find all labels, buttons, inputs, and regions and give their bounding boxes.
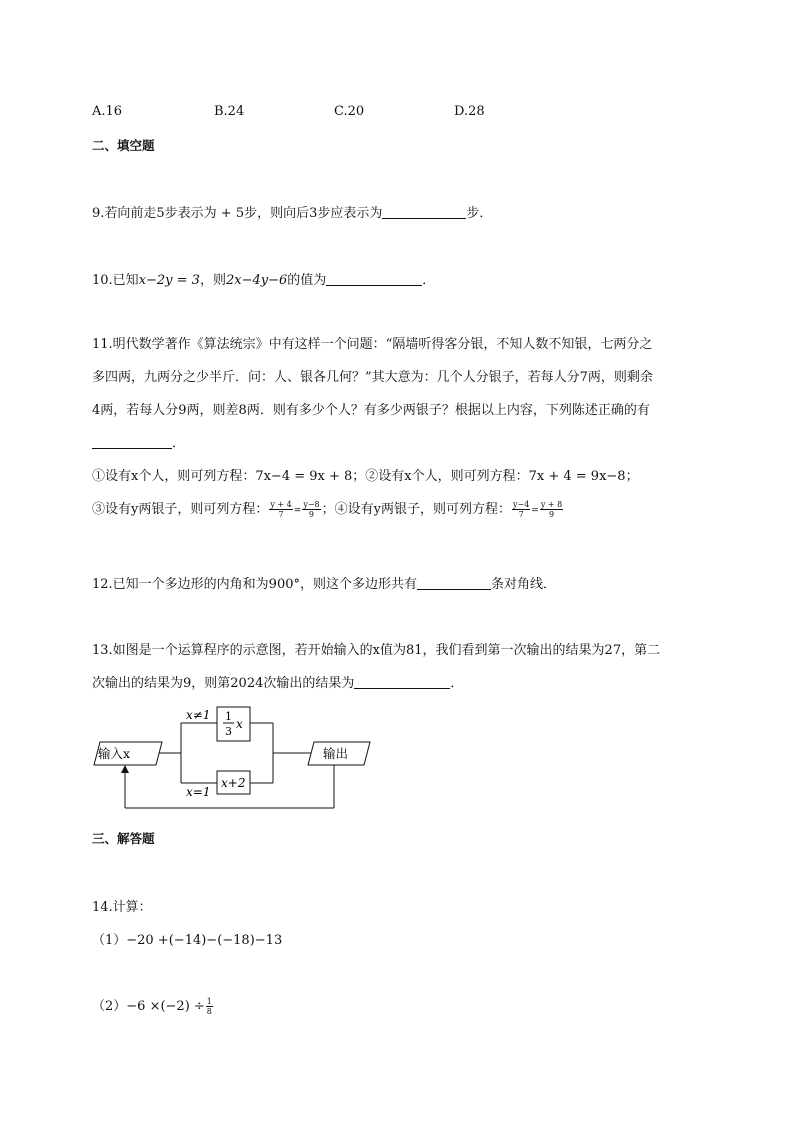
question-14-part-1: （1）−20 +(−14)−(−18)−13 <box>92 933 283 948</box>
fraction-numerator: 1 <box>225 710 232 723</box>
question-14-title: 14.计算： <box>92 900 152 915</box>
condition-not-one: x≠1 <box>186 708 211 722</box>
add-2-label: x+2 <box>221 776 246 790</box>
question-12-tail: 条对角线． <box>491 577 557 592</box>
flowchart-diagram <box>90 702 380 814</box>
fraction <box>206 997 213 1016</box>
expression: 2x−4y−6 <box>225 273 288 288</box>
fraction <box>540 500 563 519</box>
question-10-mid: ，则 <box>199 273 226 288</box>
question-9 <box>92 202 492 221</box>
fraction <box>269 500 292 519</box>
question-11-statements-1-2: ①设有x个人，则可列方程：7x−4 = 9x + 8；②设有x个人，则可列方程：7x + 4 = 9x−8； <box>92 469 639 484</box>
fraction-numerator: y−8 <box>303 500 320 509</box>
answer-blank <box>326 271 422 286</box>
answer-blank <box>354 674 450 689</box>
question-11-end: ． <box>172 436 186 451</box>
answer-blank <box>417 575 491 590</box>
output-label: 输出 <box>323 746 349 761</box>
question-13-end: ． <box>450 676 464 691</box>
fraction-denominator: 7 <box>518 510 524 519</box>
option-a: A.16 <box>92 104 123 119</box>
equals-sign: = <box>293 506 302 516</box>
input-label: 输入x <box>98 746 131 761</box>
equation: x−2y = 3 <box>138 273 200 288</box>
question-11-line-1: 11.明代数学著作《算法统宗》中有这样一个问题：“隔墙听得客分银，不知人数不知银，七两分之 <box>92 337 653 352</box>
section-heading-answer: 三、解答题 <box>92 831 155 846</box>
divide-by-3-box <box>217 707 250 741</box>
question-14-part-2-expression: （2）−6 ×(−2) ÷ <box>92 999 205 1014</box>
statement-4-prefix: ；④设有y两银子，则可列方程： <box>321 502 511 517</box>
question-12-text: 12.已知一个多边形的内角和为900°，则这个多边形共有 <box>92 577 417 592</box>
question-10-tail: 的值为 <box>287 273 327 288</box>
fraction-denominator: 9 <box>308 510 315 519</box>
question-14-part-2 <box>92 995 214 1016</box>
fraction-numerator: 1 <box>206 997 212 1006</box>
question-10 <box>92 269 435 288</box>
fraction-numerator: y + 8 <box>540 500 563 509</box>
option-d: D.28 <box>454 104 485 119</box>
question-13-line-1: 13.如图是一个运算程序的示意图，若开始输入的x值为81，我们看到第一次输出的结果为27，第二 <box>92 643 661 658</box>
question-12 <box>92 573 556 592</box>
question-13-text: 次输出的结果为9，则第2024次输出的结果为 <box>92 676 355 691</box>
answer-blank <box>382 204 466 219</box>
fraction-denominator: 9 <box>549 510 555 519</box>
question-9-tail: 步． <box>466 206 493 221</box>
option-b: B.24 <box>214 104 245 119</box>
option-c: C.20 <box>334 104 365 119</box>
fraction-denominator: 3 <box>225 725 232 738</box>
question-11-line-2: 多四两，九两分之少半斤．问：人、银各几何？”其大意为：几个人分银子，若每人分7两，则剩余 <box>92 370 653 385</box>
question-11-statements-3-4 <box>92 498 564 519</box>
fraction-denominator: 8 <box>206 1007 212 1016</box>
question-10-end: ． <box>422 273 436 288</box>
variable-x: x <box>236 717 243 731</box>
fraction-numerator: y + 4 <box>270 500 292 509</box>
question-11-line-4 <box>92 432 185 451</box>
question-11-line-3: 4两，若每人分9两，则差8两．则有多少个人？有多少两银子？根据以上内容，下列陈述正确的有 <box>92 403 650 418</box>
fraction <box>512 500 530 519</box>
fraction <box>302 500 320 519</box>
fraction-numerator: y−4 <box>512 500 530 509</box>
arrow-head <box>121 765 129 773</box>
fraction-denominator: 7 <box>278 510 284 519</box>
answer-blank <box>92 434 172 449</box>
statement-3-prefix: ③设有y两银子，则可列方程： <box>92 502 269 517</box>
section-heading-fill: 二、填空题 <box>92 138 155 153</box>
equals-sign: = <box>531 506 539 516</box>
condition-equals-one: x=1 <box>186 785 211 799</box>
question-9-text: 9.若向前走5步表示为 + 5步，则向后3步应表示为 <box>92 206 383 221</box>
question-10-prefix: 10.已知 <box>92 273 139 288</box>
question-13-line-2 <box>92 672 463 691</box>
